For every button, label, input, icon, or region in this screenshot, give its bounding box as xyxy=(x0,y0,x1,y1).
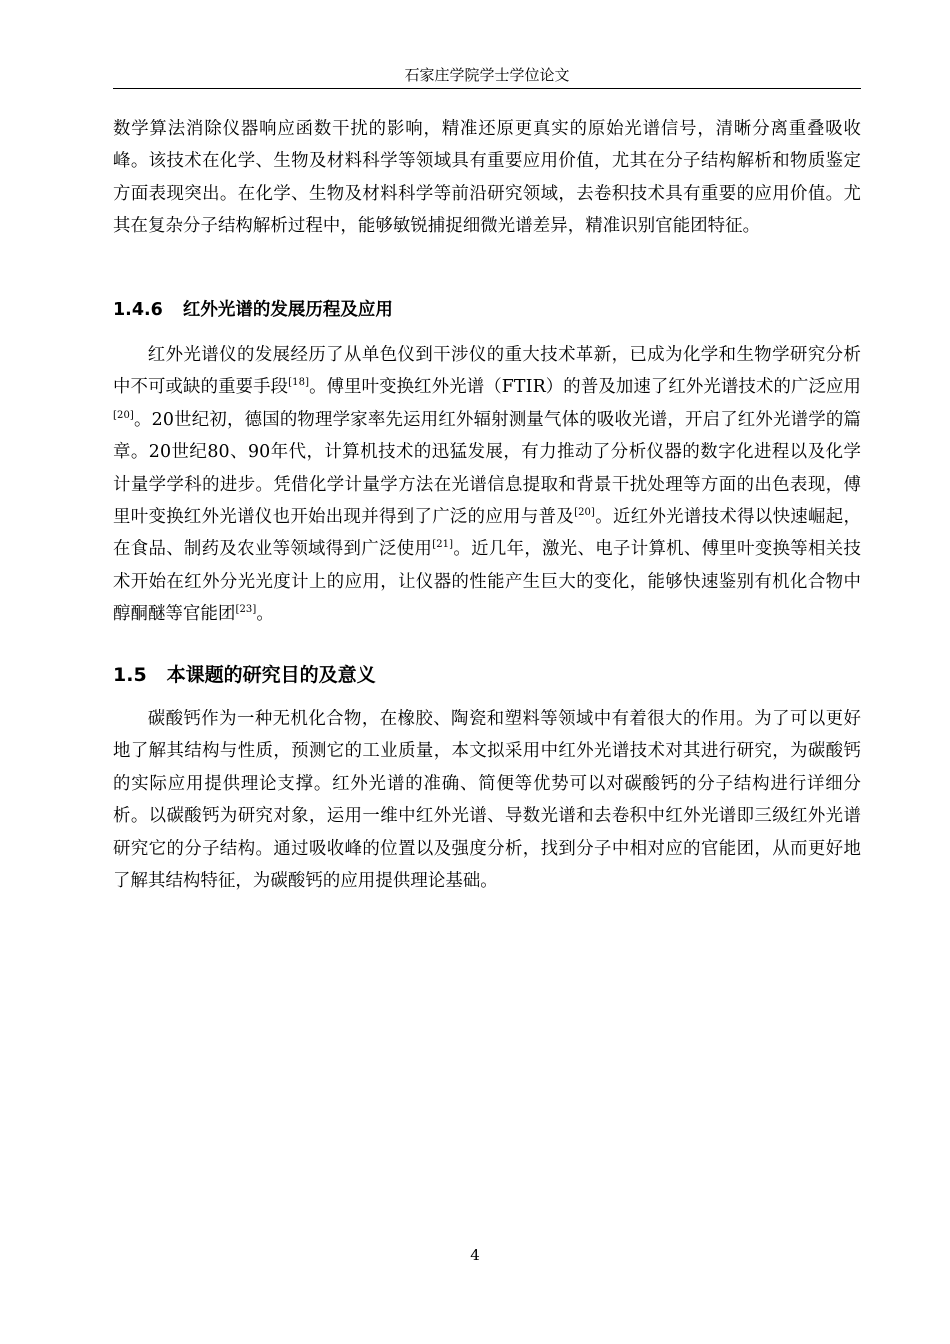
citation: [20] xyxy=(574,507,595,519)
text-segment: 红外光谱仪的发展经历了从单色仪到干涉仪的重大技术革新，已成为化学和生物学研究分析中不可或缺的重要手段 xyxy=(113,345,861,398)
section-number: 1.4.6 xyxy=(113,300,163,320)
running-header: 石家庄学院学士学位论文 xyxy=(404,66,570,84)
citation: [20] xyxy=(113,409,134,421)
citation: [23] xyxy=(235,604,257,616)
section-1-5-heading xyxy=(113,661,376,689)
text-segment: 。傅里叶变换红外光谱（FTIR）的普及加速了红外光谱技术的广泛应用 xyxy=(309,377,861,398)
intro-paragraph: 数学算法消除仪器响应函数干扰的影响，精准还原更真实的原始光谱信号，清晰分离重叠吸收峰。该技术在化学、生物及材料科学等领域具有重要应用价值，尤其在分子结构解析和物质鉴定方面表现突出。在化学、生物及材料科学等前沿研究领域，去卷积技术具有重要的应用价值。尤其在复杂分子结构解析过程中，能够敏锐捕捉细微光谱差异，精准识别官能团特征。 xyxy=(113,119,861,237)
text-segment: 。20世纪初，德国的物理学家率先运用红外辐射测量气体的吸收光谱，开启了红外光谱学的篇章。20世纪80、90年代，计算机技术的迅猛发展，有力推动了分析仪器的数字化进程以及化学计量学学科的进步。凭借化学计量学方法在光谱信息提取和背景干扰处理等方面的出色表现，傅里叶变换红外光谱仪也开始出现并得到了广泛的应用与普及 xyxy=(113,409,861,528)
section-1-4-6-heading xyxy=(113,297,393,323)
header-rule xyxy=(113,88,861,89)
section-1-4-6-paragraph xyxy=(113,339,861,631)
section-1-5-paragraph: 碳酸钙作为一种无机化合物，在橡胶、陶瓷和塑料等领域中有着很大的作用。为了可以更好地了解其结构与性质，预测它的工业质量，本文拟采用中红外光谱技术对其进行研究，为碳酸钙的实际应用提供理论支撑。红外光谱的准确、简便等优势可以对碳酸钙的分子结构进行详细分析。以碳酸钙为研究对象，运用一维中红外光谱、导数光谱和去卷积中红外光谱即三级红外光谱研究它的分子结构。通过吸收峰的位置以及强度分析，找到分子中相对应的官能团，从而更好地了解其结构特征，为碳酸钙的应用提供理论基础。 xyxy=(113,709,861,892)
text-segment: 。近红外光谱技术得以快速崛起，在食品、制药及农业等领域得到广泛使用 xyxy=(113,507,861,560)
citation: [21] xyxy=(432,539,454,551)
page-number: 4 xyxy=(470,1246,480,1264)
citation: [18] xyxy=(288,377,310,389)
section-number: 1.5 xyxy=(113,664,147,686)
text-segment: 。 xyxy=(256,604,274,625)
section-title: 本课题的研究目的及意义 xyxy=(166,664,376,686)
section-title: 红外光谱的发展历程及应用 xyxy=(182,300,393,320)
text-segment: 。近几年，激光、电子计算机、傅里叶变换等相关技术开始在红外分光光度计上的应用，让仪器的性能产生巨大的变化，能够快速鉴别有机化合物中醇酮醚等官能团 xyxy=(113,539,861,625)
